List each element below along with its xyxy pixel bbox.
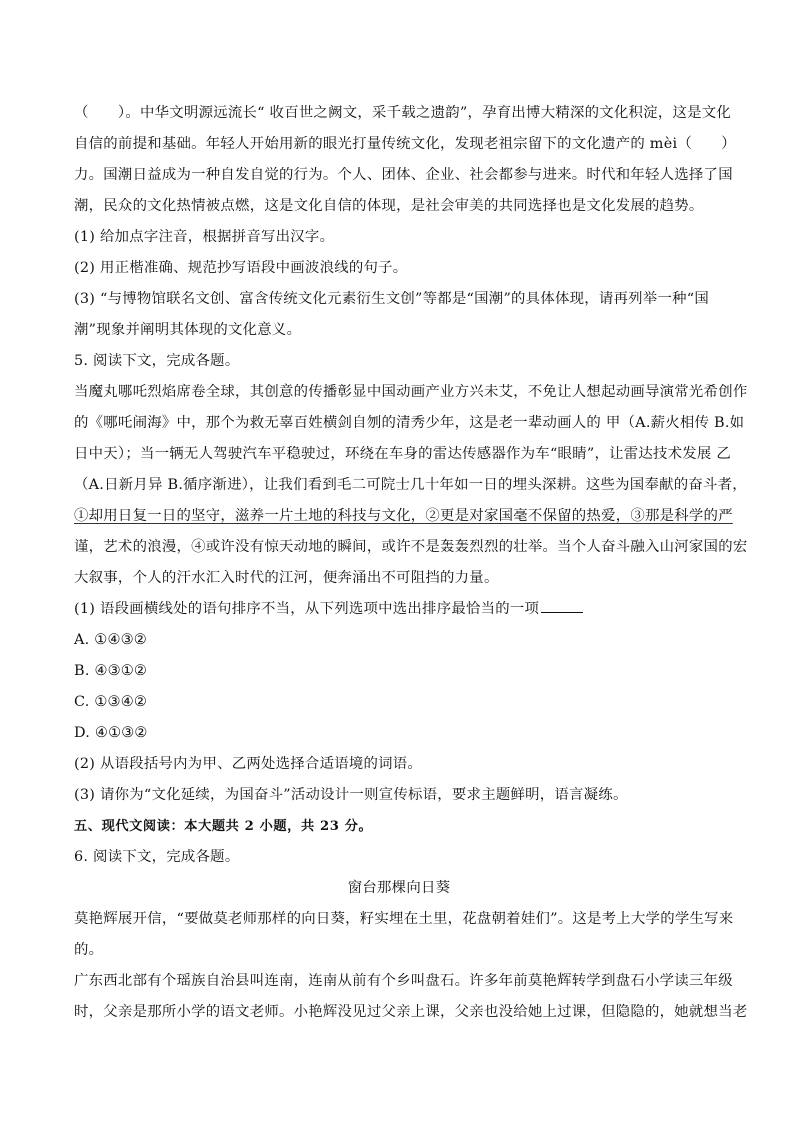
paragraph-line: 大叙事，个人的汗水汇入时代的江河，便奔涌出不可阻挡的力量。: [74, 570, 499, 586]
paragraph-line: 广东西北部有个瑶族自治县叫连南，连南从前有个乡叫盘石。许多年前莫艳辉转学到盘石小学读三年级: [74, 973, 733, 989]
paragraph-line: （ ）。中华文明源远流长“ 收百世之阙文，采千载之遗韵”，孕育出博大精深的文化积淀，这是文化: [74, 105, 732, 121]
question-item: (1) 给加点字注音，根据拼音写出汉字。: [74, 229, 335, 245]
option-b: B. ④③①②: [74, 663, 148, 679]
option-c: C. ①③④②: [74, 694, 148, 710]
question-item: (2) 用正楷准确、规范抄写语段中画波浪线的句子。: [74, 260, 408, 276]
paragraph-line: （A.日新月异 B.循序渐进），让我们看到毛二可院士几十年如一日的埋头深耕。这些为国奉献的奋斗者，: [74, 477, 747, 493]
question-item: (3) 请你为“文化延续，为国奋斗”活动设计一则宣传标语，要求主题鲜明，语言凝练。: [74, 787, 628, 803]
question-heading: 5. 阅读下文，完成各题。: [74, 353, 240, 369]
question-item: (3) “与博物馆联名文创、富含传统文化元素衍生文创”等都是“国潮”的具体体现，请再列举一种“国: [74, 291, 709, 307]
paragraph-line: 潮，民众的文化热情被点燃，这是文化自信的体现，是社会审美的共同选择也是文化发展的趋势。: [74, 198, 704, 214]
paragraph-line: 的《哪吒闹海》中，那个为救无辜百姓横剑自刎的清秀少年，这是老一辈动画人的 甲（A.薪火相传 B.如: [74, 415, 745, 431]
question-item: 潮”现象并阐明其体现的文化意义。: [74, 322, 302, 338]
option-a: A. ①④③②: [74, 632, 147, 648]
paragraph-line: 的。: [74, 942, 104, 958]
question-item: [74, 594, 724, 625]
paragraph-line: 谨，艺术的浪漫，④或许没有惊天动地的瞬间，或许不是轰轰烈烈的壮举。当个人奋斗融入山河家国的宏: [74, 539, 748, 555]
paragraph-line: 时，父亲是那所小学的语文老师。小艳辉没见过父亲上课，父亲也没给她上过课，但隐隐的，她就想当老: [74, 1004, 748, 1020]
paragraph-line: 力。国潮日益成为一种自发自觉的行为。个人、团体、企业、社会都参与进来。时代和年轻人选择了国: [74, 167, 733, 183]
document-page: [74, 98, 748, 1028]
underlined-line: ①却用日复一日的坚守，滋养一片土地的科技与文化，②更是对家国毫不保留的热爱，③那是科学的严: [74, 508, 733, 524]
passage-title: 窗台那棵向日葵: [347, 880, 451, 896]
paragraph-line: 日中天）；当一辆无人驾驶汽车平稳驶过，环绕在车身的雷达传感器作为车“眼睛”，让雷达技术发展 乙: [74, 446, 732, 462]
option-d: D. ④①③②: [74, 725, 148, 741]
section-heading: 五、现代文阅读：本大题共 2 小题，共 23 分。: [74, 819, 373, 834]
paragraph-line: 莫艳辉展开信，“要做莫老师那样的向日葵，籽实埋在土里，花盘朝着娃们”。这是考上大学的学生写来: [74, 911, 734, 927]
answer-blank[interactable]: [541, 598, 583, 613]
question-item: (2) 从语段括号内为甲、乙两处选择合适语境的词语。: [74, 756, 423, 772]
paragraph-line: 自信的前提和基础。年轻人开始用新的眼光打量传统文化，发现老祖宗留下的文化遗产的 mèi（ ）: [74, 136, 736, 152]
paragraph-line: 当魔丸哪吒烈焰席卷全球，其创意的传播彰显中国动画产业方兴未艾，不免让人想起动画导演常光希创作: [74, 384, 748, 400]
question-heading: 6. 阅读下文，完成各题。: [74, 849, 240, 865]
question-text: (1) 语段画横线处的语句排序不当，从下列选项中选出排序最恰当的一项: [74, 601, 540, 617]
